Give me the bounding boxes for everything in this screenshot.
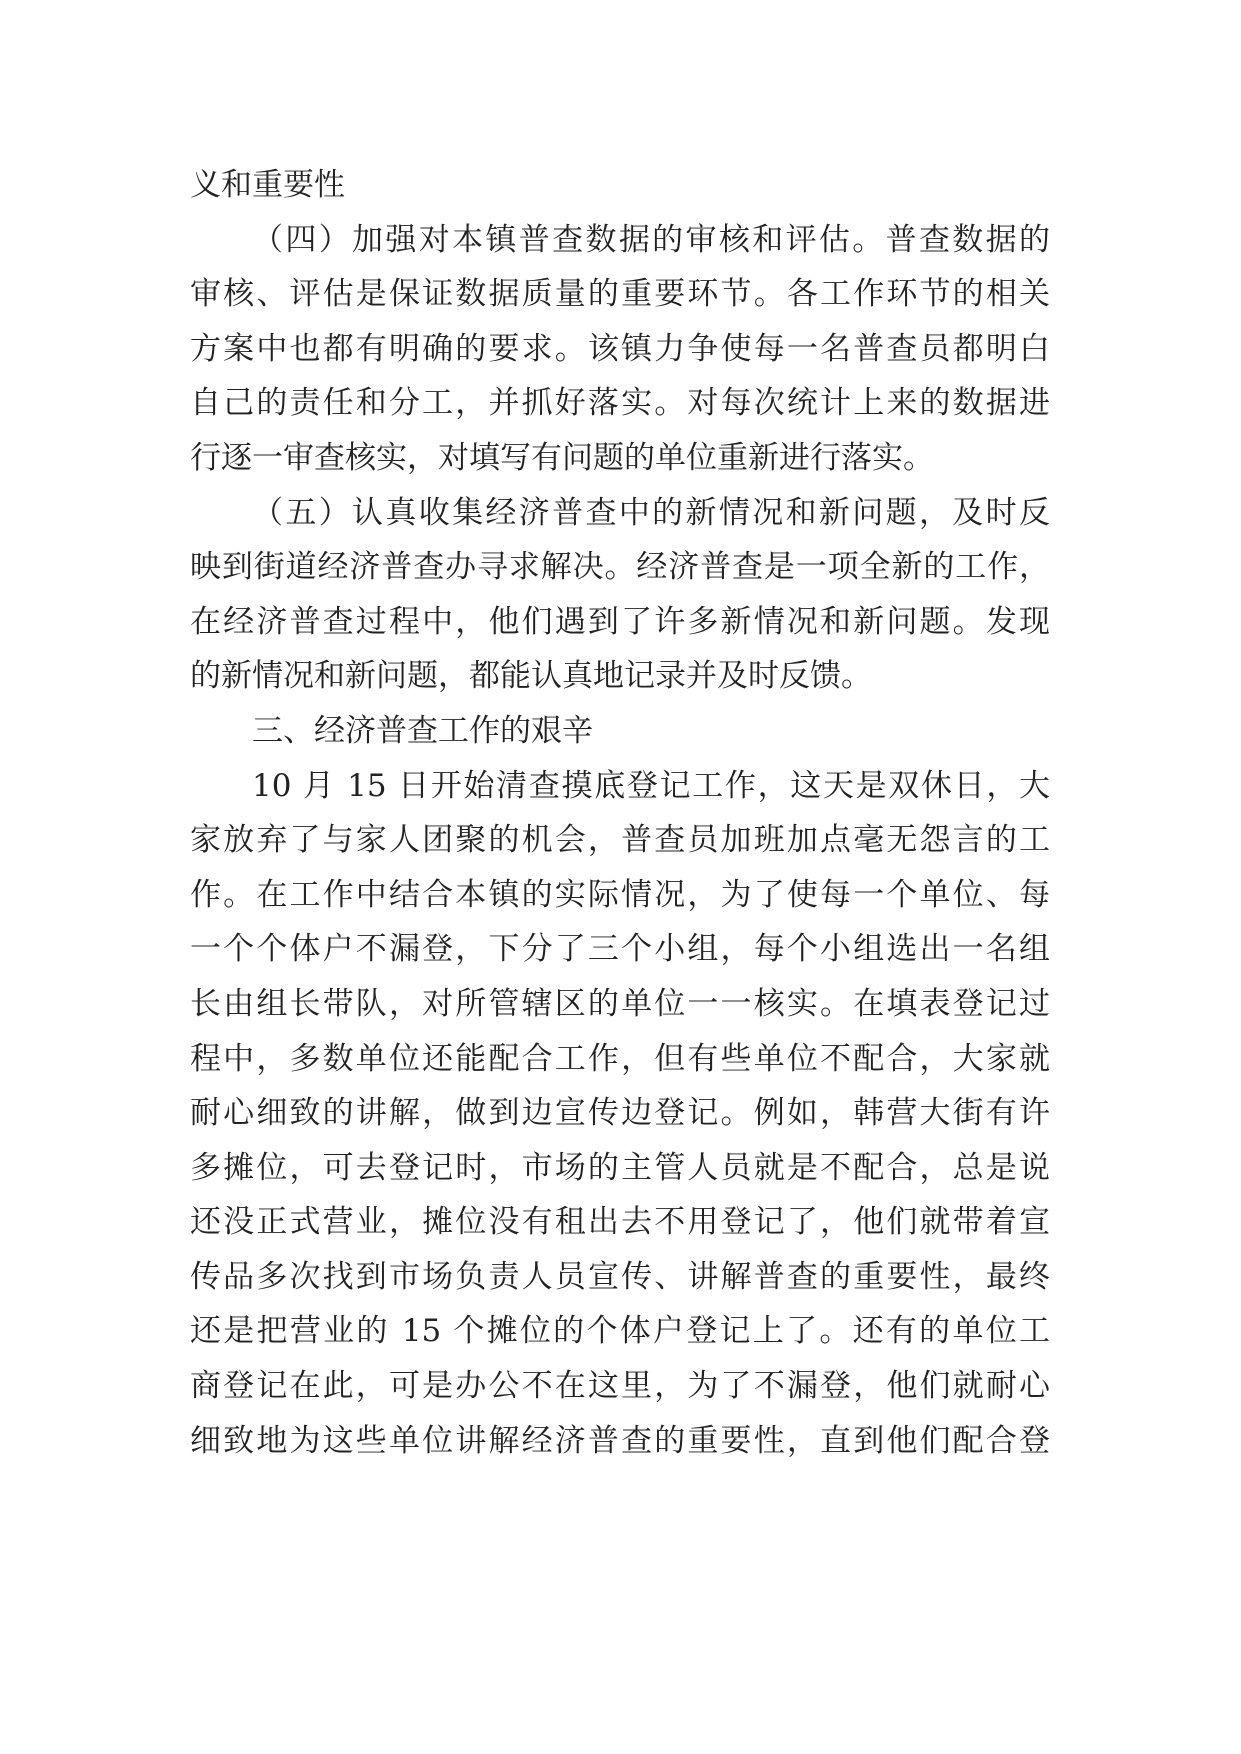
text-line: 还是把营业的 15 个摊位的个体户登记上了。还有的单位工 xyxy=(190,1313,1050,1350)
text-line: 家放弃了与家人团聚的机会，普查员加班加点毫无怨言的工 xyxy=(190,822,1050,859)
text-line: 义和重要性 xyxy=(190,167,345,203)
text-line: 耐心细致的讲解，做到边宣传边登记。例如，韩营大街有许 xyxy=(190,1095,1050,1132)
text-line: 行逐一审查核实，对填写有问题的单位重新进行落实。 xyxy=(190,439,934,476)
text-line: 10 月 15 日开始清查摸底登记工作，这天是双休日，大 xyxy=(252,767,1050,804)
text-line: 多摊位，可去登记时，市场的主管人员就是不配合，总是说 xyxy=(190,1149,1050,1186)
text-line: 方案中也都有明确的要求。该镇力争使每一名普查员都明白 xyxy=(190,330,1050,367)
text-line: 映到街道经济普查办寻求解决。经济普查是一项全新的工作， xyxy=(190,549,1050,586)
text-line: 作。在工作中结合本镇的实际情况，为了使每一个单位、每 xyxy=(190,876,1050,913)
text-line: 程中，多数单位还能配合工作，但有些单位不配合，大家就 xyxy=(190,1040,1050,1077)
text-line: 长由组长带队，对所管辖区的单位一一核实。在填表登记过 xyxy=(190,985,1050,1022)
text-line: 在经济普查过程中，他们遇到了许多新情况和新问题。发现 xyxy=(190,603,1050,640)
body-text xyxy=(190,158,1050,1468)
text-line: 传品多次找到市场负责人员宣传、讲解普查的重要性，最终 xyxy=(190,1258,1050,1295)
text-line: 细致地为这些单位讲解经济普查的重要性，直到他们配合登 xyxy=(190,1422,1050,1459)
section-heading: 三、经济普查工作的艰辛 xyxy=(252,712,593,749)
text-line: （四）加强对本镇普查数据的审核和评估。普查数据的 xyxy=(252,221,1050,258)
text-line: 的新情况和新问题，都能认真地记录并及时反馈。 xyxy=(190,658,872,695)
text-line: 自己的责任和分工，并抓好落实。对每次统计上来的数据进 xyxy=(190,385,1050,422)
text-line: （五）认真收集经济普查中的新情况和新问题，及时反 xyxy=(252,494,1050,531)
text-line: 商登记在此，可是办公不在这里，为了不漏登，他们就耐心 xyxy=(190,1368,1050,1405)
text-line: 审核、评估是保证数据质量的重要环节。各工作环节的相关 xyxy=(190,276,1050,313)
text-line: 还没正式营业，摊位没有租出去不用登记了，他们就带着宣 xyxy=(190,1204,1050,1241)
text-line: 一个个体户不漏登，下分了三个小组，每个小组选出一名组 xyxy=(190,931,1050,968)
